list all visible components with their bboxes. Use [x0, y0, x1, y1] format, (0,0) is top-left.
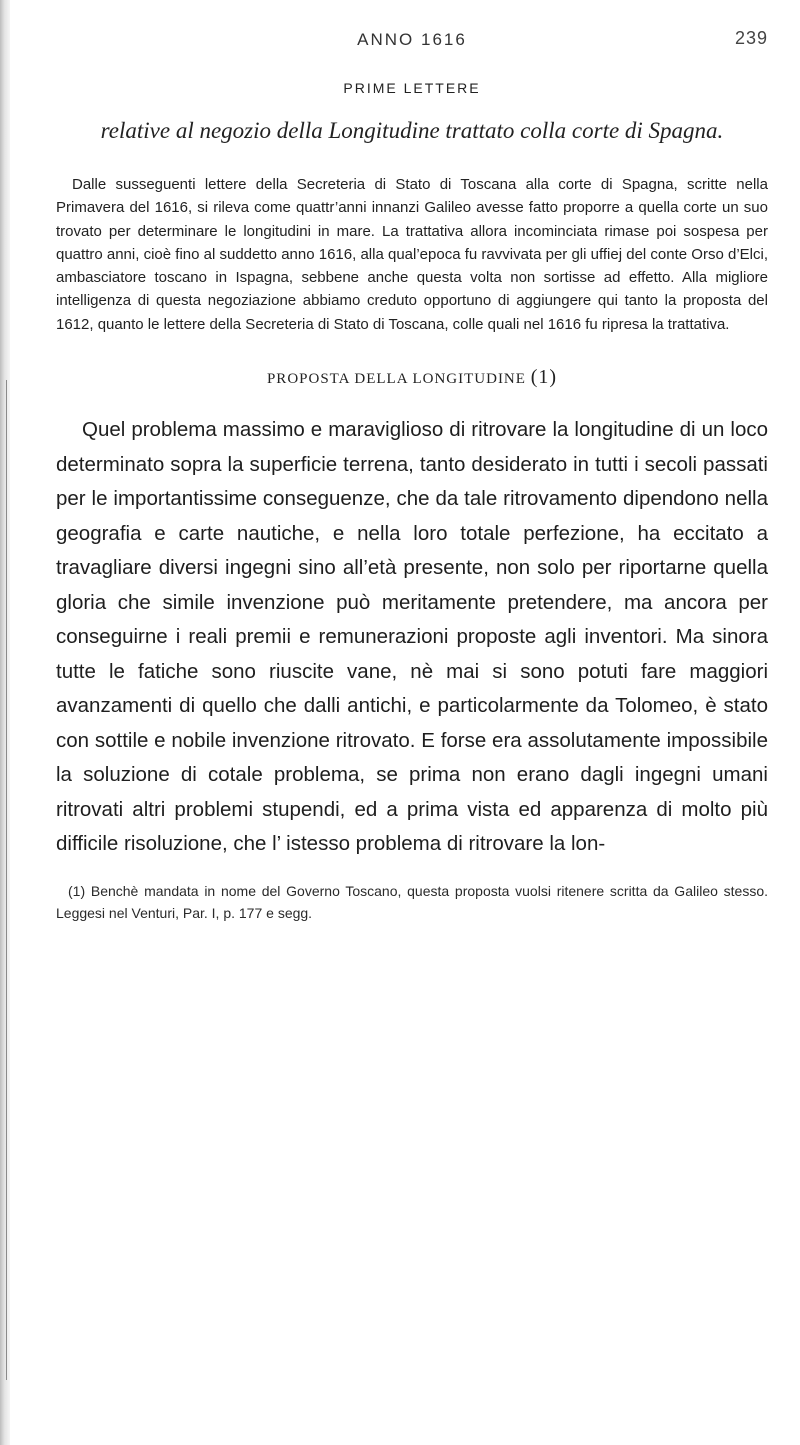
proposal-heading — [56, 366, 768, 389]
binding-gutter — [0, 0, 10, 1445]
intro-paragraph: Dalle susseguenti lettere della Secreteria di Stato di Toscana alla corte di Spagna, scritte nella Primavera del 1616, si rileva come quattr’anni innanzi Galileo avesse fatto proporre a quella corte un suo trovato per determinare le longitudini in mare. La trattativa allora incominciata rimase poi sospesa per quattro anni, cioè fino al suddetto anno 1616, alla qual’epoca fu ravvivata per gli uffiej del conte Orso d’Elci, ambasciatore toscano in Ispagna, sebbene anche questa volta non sortisse ad effetto. Alla migliore intelligenza di questa negoziazione abbiamo creduto opportuno di aggiungere qui tanto la proposta del 1612, quanto le lettere della Secreteria di Stato di Toscana, colle quali nel 1616 fu ripresa la trattativa. — [56, 176, 768, 333]
running-head — [56, 0, 768, 60]
page-number: 239 — [734, 28, 768, 48]
footnote-reference: (1) — [530, 366, 558, 389]
body-paragraph: Quel problema massimo e maraviglioso di ritrovare la longitudine di un loco determinato sopra la superficie terrena, tanto desiderato in tutti i secoli passati per le importantissime conseguenze, che da tale ritrovamento dipendono nella geografia e carte nautiche, e nella loro totale perfezione, ha eccitato a travagliare diversi ingegni sino all’età presente, non solo per riportarne quella gloria che simile invenzione può meritamente pretendere, ma ancora per conseguirne i reali premii e remunerazioni proposte agli inventori. Ma sinora tutte le fatiche sono riuscite vane, nè mai si sono potuti fare maggiori avanzamenti di quello che dalli antichi, e particolarmente da Tolomeo, è stato con sottile e nobile invenzione ritrovato. E forse era assolutamente impossibile la soluzione di cotale problema, se prima non erano dagli ingegni umani ritrovati altri problemi stupendi, ed a prima vista ed apparenza di molto più difficile risoluzione, che l’ istesso problema di ritrovare la lon- — [56, 418, 768, 856]
binding-line — [6, 380, 7, 1380]
running-head-title: ANNO 1616 — [357, 30, 467, 49]
section-title: PRIME LETTERE — [343, 80, 481, 96]
proposal-heading-text: PROPOSTA DELLA LONGITUDINE — [266, 371, 526, 388]
book-page — [56, 0, 768, 924]
footnote: (1) Benchè mandata in nome del Governo Toscano, questa proposta vuolsi ritenere scritta da Galileo stesso. Leggesi nel Venturi, Par. I, p. 177 e segg. — [56, 882, 768, 921]
section-subtitle: relative al negozio della Longitudine trattato colla corte di Spagna. — [100, 118, 724, 143]
